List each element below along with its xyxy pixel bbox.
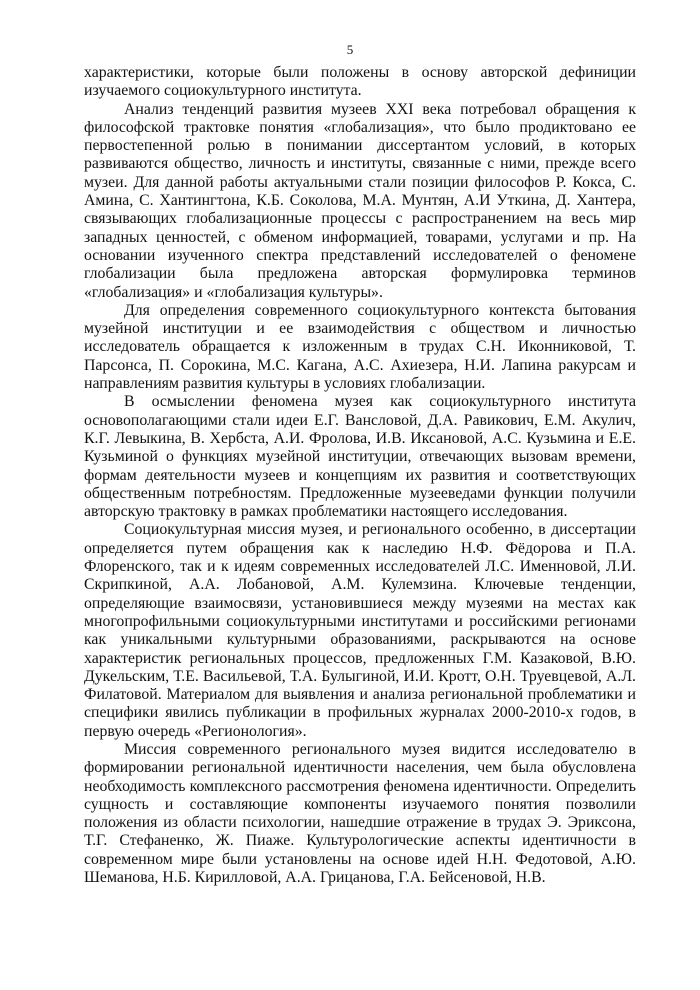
paragraph-6: Миссия современного регионального музея видится исследователю в формировании региональной идентичности населения, чем была обусловлена необходимость комплексного рассмотрения феномена идентичности. Определить сущность и составляющие компоненты изучаемого понятия позволили положения из области психологии, нашедшие отражение в трудах Э. Эриксона, Т.Г. Стефаненко, Ж. Пиаже. Культурологические аспекты идентичности в современном мире были установлены на основе идей Н.Н. Федотовой, А.Ю. Шеманова, Н.Б. Кирилловой, А.А. Грицанова, Г.А. Бейсеновой, Н.В.: [84, 740, 636, 887]
paragraph-4: В осмыслении феномена музея как социокультурного института основополагающими стали идеи Е.Г. Вансловой, Д.А. Равикович, Е.М. Акулич, К.Г. Левыкина, В. Хербста, А.И. Фролова, И.В. Иксановой, А.С. Кузьмина и Е.Е. Кузьминой о функциях музейной институции, отвечающих вызовам времени, формам деятельности музеев и концепциям их развития и соответствующих общественным потребностям. Предложенные музееведами функции получили авторскую трактовку в рамках проблематики настоящего исследования.: [84, 393, 636, 521]
paragraph-5: Социокультурная миссия музея, и регионального особенно, в диссертации определяется путем обращения как к наследию Н.Ф. Фёдорова и П.А. Флоренского, так и к идеям современных исследователей Л.С. Именновой, Л.И. Скрипкиной, А.А. Лобановой, А.М. Кулемзина. Ключевые тенденции, определяющие взаимосвязи, установившиеся между музеями на местах как многопрофильными социокультурными институтами и российскими регионами как уникальными культурными образованиями, раскрываются на основе характеристик региональных процессов, предложенных Г.М. Казаковой, В.Ю. Дукельским, Т.Е. Васильевой, Т.А. Булыгиной, И.И. Кротт, О.Н. Труевцевой, А.Л. Филатовой. Материалом для выявления и анализа региональной проблематики и специфики явились публикации в профильных журналах 2000-2010-х годов, в первую очередь «Регионология».: [84, 521, 636, 740]
paragraph-2: Анализ тенденций развития музеев XXI века потребовал обращения к философской трактовке понятия «глобализация», что было продиктовано ее первостепенной ролью в понимании диссертантом условий, в которых развиваются общество, личность и институты, связанные с ними, прежде всего музеи. Для данной работы актуальными стали позиции философов Р. Кокса, С. Амина, С. Хантингтона, К.Б. Соколова, М.А. Мунтян, А.И Уткина, Д. Хантера, связывающих глобализационные процессы с распространением на весь мир западных ценностей, с обменом информацией, товарами, услугами и пр. На основании изученного спектра представлений исследователей о феномене глобализации была предложена авторская формулировка терминов «глобализация» и «глобализация культуры».: [84, 100, 636, 301]
page-number: 5: [346, 42, 354, 57]
paragraph-3: Для определения современного социокультурного контекста бытования музейной институции и ее взаимодействия с обществом и личностью исследователь обращается к изложенным в трудах С.Н. Иконниковой, Т. Парсонса, П. Сорокина, М.С. Кагана, А.С. Ахиезера, Н.И. Лапина ракурсам и направлениям развития культуры в условиях глобализации.: [84, 301, 636, 393]
paragraph-1: характеристики, которые были положены в основу авторской дефиниции изучаемого социокультурного института.: [84, 64, 636, 100]
body-text: [84, 64, 636, 887]
